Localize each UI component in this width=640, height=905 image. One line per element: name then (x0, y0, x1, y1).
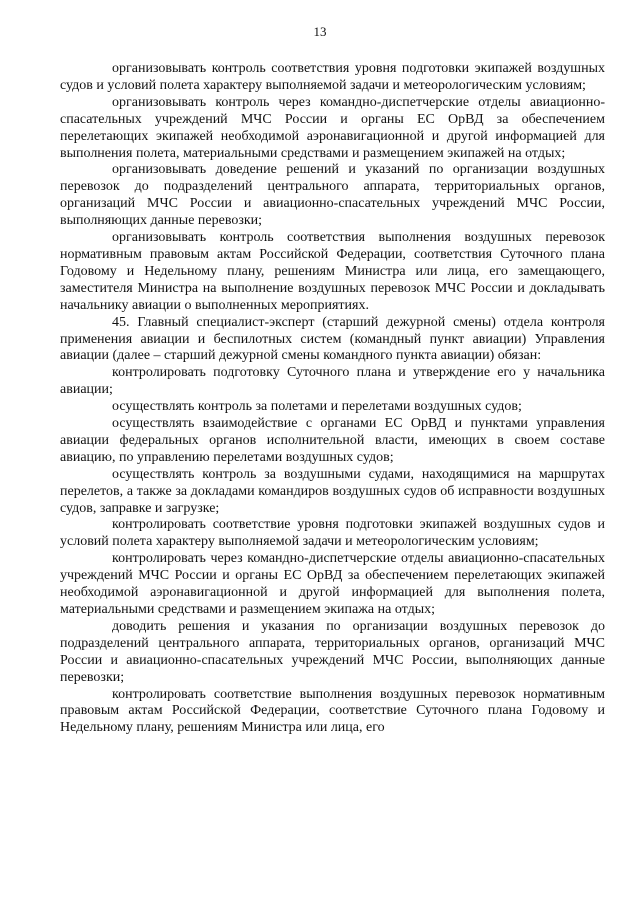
paragraph: осуществлять контроль за воздушными судами, находящимися на маршрутах перелетов, а также за докладами командиров воздушных судов об исправности воздушных судов, заправке и загрузке; (60, 466, 605, 516)
paragraph: организовывать контроль соответствия выполнения воздушных перевозок нормативным правовым актам Российской Федерации, соответствия Суточного плана Годовому и Недельному плану, решениям Министра или лица, его замещающего, заместителя Министра на выполнение воздушных перевозок МЧС России и докладывать начальнику авиации о выполненных мероприятиях. (60, 230, 605, 313)
paragraph: 45. Главный специалист-эксперт (старший дежурной смены) отдела контроля применения авиации и беспилотных систем (командный пункт авиации) Управления авиации (далее – старший дежурной смены командного пункта авиации) обязан: (60, 314, 605, 364)
paragraph: контролировать через командно-диспетчерские отделы авиационно-спасательных учреждений МЧС России и органы ЕС ОрВД за обеспечением перелетающих экипажей необходимой аэронавигационной и другой информацией для выполнения полета, материальными средствами и размещением экипажа на отдых; (60, 551, 605, 617)
paragraph: доводить решения и указания по организации воздушных перевозок до подразделений центрального аппарата, территориальных органов, организаций МЧС России и авиационно-спасательных учреждений МЧС России, выполняющих данные перевозки; (60, 618, 605, 685)
paragraph: организовывать доведение решений и указаний по организации воздушных перевозок до подразделений центрального аппарата, территориальных органов, организаций МЧС России и авиационно-спасательных учреждений МЧС России, выполняющих данные перевозки; (60, 162, 605, 229)
paragraph: контролировать соответствие выполнения воздушных перевозок нормативным правовым актам Российской Федерации, соответствие Суточного плана Годовому и Недельному плану, решениям Министра или лица, его (60, 686, 605, 736)
paragraph: осуществлять контроль за полетами и перелетами воздушных судов; (112, 399, 522, 415)
page-number: 13 (313, 24, 327, 39)
paragraph: контролировать подготовку Суточного плана и утверждение его у начальника авиации; (60, 365, 605, 398)
paragraph: осуществлять взаимодействие с органами ЕС ОрВД и пунктами управления авиации федеральных органов исполнительной власти, имеющих в своем составе авиацию, по управлению перелетами воздушных судов; (60, 416, 605, 465)
document-body (60, 61, 605, 737)
paragraph: контролировать соответствие уровня подготовки экипажей воздушных судов и условий полета характеру выполняемой задачи и метеорологическим условиям; (60, 517, 605, 550)
paragraph: организовывать контроль через командно-диспетчерские отделы авиационно-спасательных учреждений МЧС России и органы ЕС ОрВД за обеспечением перелетающих экипажей необходимой аэронавигационной и другой информацией для выполнения полета, материальными средствами и размещением экипажей на отдых; (60, 94, 605, 161)
paragraph: организовывать контроль соответствия уровня подготовки экипажей воздушных судов и условий полета характеру выполняемой задачи и метеорологическим условиям; (60, 61, 605, 93)
